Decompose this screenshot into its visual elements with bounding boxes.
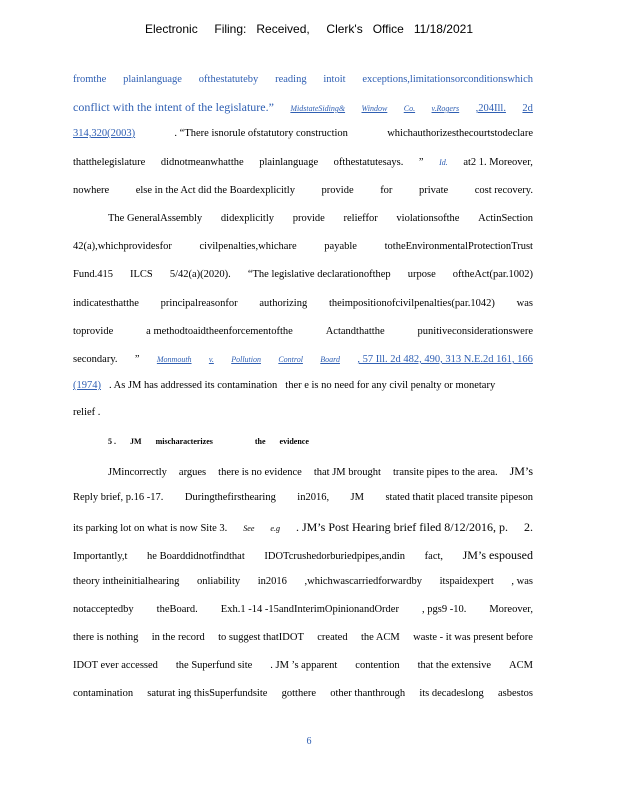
signal-word: e.g (270, 524, 280, 533)
text-run: that JM brought (313, 467, 381, 478)
text-run: “The legislative declarationofthep (247, 269, 391, 280)
text-run: provide (321, 185, 354, 196)
text-run: Fund.415 (73, 269, 113, 280)
text-run: Reply brief, p.16 -17. (73, 492, 164, 503)
text-run: conflict with the intent of the legislature.” (73, 100, 274, 114)
text-line (73, 269, 533, 280)
text-run: its decadeslong (419, 688, 484, 699)
text-run: notacceptedby (73, 604, 134, 615)
text-run: didnotmeanwhatthe (160, 157, 244, 168)
text-run: 2. (523, 520, 533, 534)
citation-link[interactable]: Pollution (231, 355, 261, 364)
text-run: a methodtoaidtheenforcementofthe (146, 326, 293, 337)
heading-number: 5 . (108, 437, 116, 446)
text-run: for (380, 185, 393, 196)
heading-text: the (254, 437, 266, 446)
text-line (73, 100, 533, 115)
text-run: he Boarddidnotfindthat (147, 551, 245, 562)
heading-text: evidence (279, 437, 309, 446)
text-run: argues (178, 467, 207, 478)
text-run: , pgs9 -10. (421, 604, 467, 615)
text-run: saturat ing thisSuperfundsite (147, 688, 268, 699)
text-line (73, 492, 533, 503)
text-run: Moreover, (489, 604, 533, 615)
text-run: the Superfund site (175, 660, 253, 671)
text-line (73, 354, 533, 365)
text-run: ActinSection (478, 213, 533, 224)
text-line (73, 157, 533, 168)
text-line (108, 213, 533, 224)
text-line (73, 241, 533, 252)
text-run: secondary. (73, 354, 118, 365)
text-line (73, 326, 533, 337)
text-line (73, 185, 533, 196)
text-run: in the record (151, 632, 205, 643)
text-run: . JM’s Post Hearing brief filed 8/12/2016, p. (295, 520, 508, 534)
text-run: whichauthorizesthecourtstodeclare (387, 128, 533, 139)
text-run: ofthestatuteby (198, 74, 259, 85)
text-run: The GeneralAssembly (108, 213, 203, 224)
text-line (108, 464, 533, 479)
text-run: IDOT ever accessed (73, 660, 158, 671)
text-run: plainlanguage (259, 157, 319, 168)
citation-link[interactable]: , 57 Ill. 2d 482, 490, 313 N.E.2d 161, 166 (357, 354, 533, 365)
text-run: urpose (407, 269, 436, 280)
text-run: other thanthrough (330, 688, 406, 699)
text-run: thatthelegislature (73, 157, 146, 168)
text-run: theimpositionofcivilpenalties(par.1042) (328, 298, 495, 309)
text-run: ILCS (130, 269, 153, 280)
text-run: else in the Act did the Boardexplicitly (135, 185, 295, 196)
text-run: waste - it was present before (413, 632, 533, 643)
text-run: stated thatit placed transite pipeson (385, 492, 533, 503)
citation-link[interactable]: ,204Ill. (475, 103, 506, 114)
text-run: indicatesthatthe (73, 298, 139, 309)
text-run: 5/42(a)(2020). (169, 269, 231, 280)
text-run: in2016 (257, 576, 287, 587)
text-run: itspaidexpert (439, 576, 494, 587)
text-run: that the extensive (417, 660, 492, 671)
text-line (73, 74, 533, 85)
text-run: asbestos (497, 688, 533, 699)
text-run: in2016, (297, 492, 330, 503)
text-run: relieffor (343, 213, 378, 224)
text-line (73, 632, 533, 643)
text-run: cost recovery. (474, 185, 533, 196)
text-run: principalreasonfor (160, 298, 238, 309)
citation-link[interactable]: Monmouth (156, 355, 192, 364)
text-run: created (317, 632, 348, 643)
text-run: JM’s espoused (462, 548, 533, 562)
text-run: ,whichwascarriedforwardby (304, 576, 423, 587)
citation-link[interactable]: Id. (439, 158, 448, 167)
text-run: Duringthefirsthearing (184, 492, 276, 503)
text-run: exceptions,limitationsorconditionswhich (362, 74, 533, 85)
text-run: totheEnvironmentalProtectionTrust (384, 241, 533, 252)
text-run: the ACM (360, 632, 400, 643)
heading-text: JM (130, 437, 142, 446)
text-run: contamination (73, 688, 134, 699)
text-run: JM (350, 492, 364, 503)
text-run: punitiveconsiderationswere (417, 326, 533, 337)
text-run: , was (511, 576, 533, 587)
citation-link[interactable]: Co. (403, 104, 416, 113)
filing-header: Electronic Filing: Received, Clerk's Office 11/18/2021 (145, 22, 473, 36)
text-line (73, 128, 533, 139)
text-run: there is no evidence (218, 467, 302, 478)
page-number: 6 (306, 736, 312, 747)
citation-link[interactable]: 2d (522, 103, 533, 114)
text-run: . JM ’s apparent (270, 660, 338, 671)
citation-link[interactable]: v. (208, 355, 214, 364)
text-run: ther e is no need for any civil penalty or monetary (285, 380, 496, 391)
text-run: oftheAct(par.1002) (452, 269, 533, 280)
text-line (73, 660, 533, 671)
text-run: JMincorrectly (108, 467, 167, 478)
citation-link[interactable]: 314,320(2003) (73, 128, 136, 139)
text-line (73, 407, 533, 418)
text-run: . As JM has addressed its contamination (109, 380, 278, 391)
text-run: gotthere (281, 688, 317, 699)
text-run: plainlanguage (123, 74, 182, 85)
text-run: authorizing (259, 298, 308, 309)
text-run: its parking lot on what is now Site 3. (73, 523, 228, 534)
text-run: ofthestatutesays. (333, 157, 404, 168)
citation-link[interactable]: Board (320, 355, 340, 364)
text-run: relief . (73, 407, 101, 418)
text-run: civilpenalties,whichare (199, 241, 297, 252)
text-line (73, 380, 533, 391)
text-run: there is nothing (73, 632, 139, 643)
text-run: JM’s (509, 464, 533, 478)
text-run: was (516, 298, 533, 309)
text-run: Actandthatthe (325, 326, 385, 337)
text-run: at2 1. Moreover, (463, 157, 533, 168)
text-line (73, 604, 533, 615)
text-line (73, 688, 533, 699)
citation-link[interactable]: Control (278, 355, 303, 364)
text-run: ” (418, 157, 424, 168)
signal-word: See (243, 524, 255, 533)
citation-link[interactable]: MidstateSiding& (290, 104, 346, 113)
text-line (73, 298, 533, 309)
citation-link[interactable]: (1974) (73, 380, 101, 391)
text-run: contention (355, 660, 400, 671)
text-run: ” (134, 354, 140, 365)
text-run: . “There isnorule ofstatutory construction (174, 128, 348, 139)
citation-link[interactable]: v.Rogers (431, 104, 460, 113)
heading-text: mischaracterizes (155, 437, 213, 446)
text-run: toprovide (73, 326, 114, 337)
text-run: reading (275, 74, 307, 85)
text-run: nowhere (73, 185, 110, 196)
text-line (73, 576, 533, 587)
text-run: fact, (424, 551, 444, 562)
text-run: fromthe (73, 74, 107, 85)
citation-link[interactable]: Window (361, 104, 388, 113)
text-run: theory intheinitialhearing (73, 576, 180, 587)
text-run: theBoard. (156, 604, 198, 615)
text-run: provide (292, 213, 325, 224)
text-line (73, 520, 533, 535)
section-heading (108, 437, 308, 446)
text-run: private (419, 185, 449, 196)
text-run: to suggest thatIDOT (218, 632, 304, 643)
text-run: Exh.1 -14 -15andInterimOpinionandOrder (220, 604, 399, 615)
text-run: 42(a),whichprovidesfor (73, 241, 172, 252)
text-run: onliability (197, 576, 241, 587)
text-run: transite pipes to the area. (392, 467, 498, 478)
text-run: IDOTcrushedorburiedpipes,andin (264, 551, 406, 562)
text-run: ACM (509, 660, 533, 671)
text-run: violationsofthe (396, 213, 460, 224)
text-line (73, 548, 533, 563)
text-run: payable (324, 241, 357, 252)
text-run: Importantly,t (73, 551, 128, 562)
text-run: didexplicitly (220, 213, 274, 224)
text-run: intoit (323, 74, 346, 85)
